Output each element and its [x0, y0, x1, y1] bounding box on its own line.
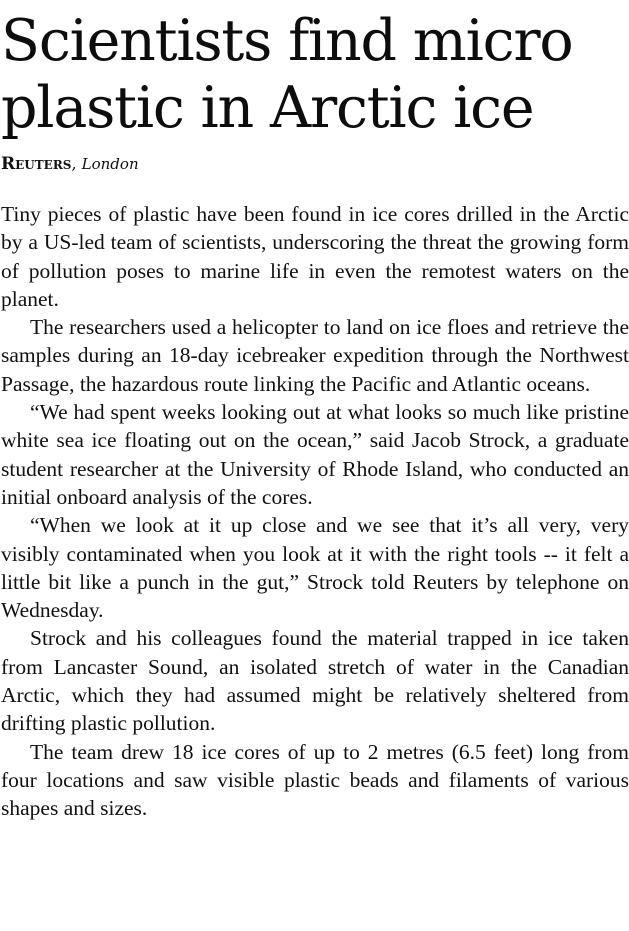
byline-source: Reuters [1, 154, 72, 174]
byline-separator: , [71, 154, 77, 173]
byline [1, 154, 629, 174]
byline-location: London [81, 155, 139, 173]
headline-line-2: plastic in Arctic ice [1, 75, 534, 141]
paragraph-6: The team drew 18 ice cores of up to 2 metres (6.5 feet) long from four locations and saw visible plastic beads and filaments of various shapes and sizes. [1, 739, 629, 821]
paragraph-4: “When we look at it up close and we see that it’s all very, very visibly contaminated when you look at it with the right tools -- it felt a little bit like a punch in the gut,” Strock told Reuters by telephone on Wednesday. [1, 513, 629, 623]
paragraph-3: “We had spent weeks looking out at what looks so much like pristine white sea ice floating out on the ocean,” said Jacob Strock, a graduate student researcher at the University of Rhode Island, who conducted an initial onboard analysis of the cores. [1, 400, 629, 509]
article-body [1, 200, 629, 823]
headline [1, 0, 629, 142]
paragraph-5: Strock and his colleagues found the material trapped in ice taken from Lancaster Sound, an isolated stretch of water in the Canadian Arctic, which they had assumed might be relatively sheltered from drifting plastic pollution. [1, 626, 629, 736]
paragraph-2: The researchers used a helicopter to land on ice floes and retrieve the samples during an 18-day icebreaker expedition through the Northwest Passage, the hazardous route linking the Pacific and Atlantic oceans. [1, 315, 629, 396]
headline-line-1: Scientists find micro [1, 8, 573, 74]
paragraph-1: Tiny pieces of plastic have been found in ice cores drilled in the Arctic by a US-led team of scientists, underscoring the threat the growing form of pollution poses to marine life in even the remotest waters on the planet. [1, 202, 629, 311]
